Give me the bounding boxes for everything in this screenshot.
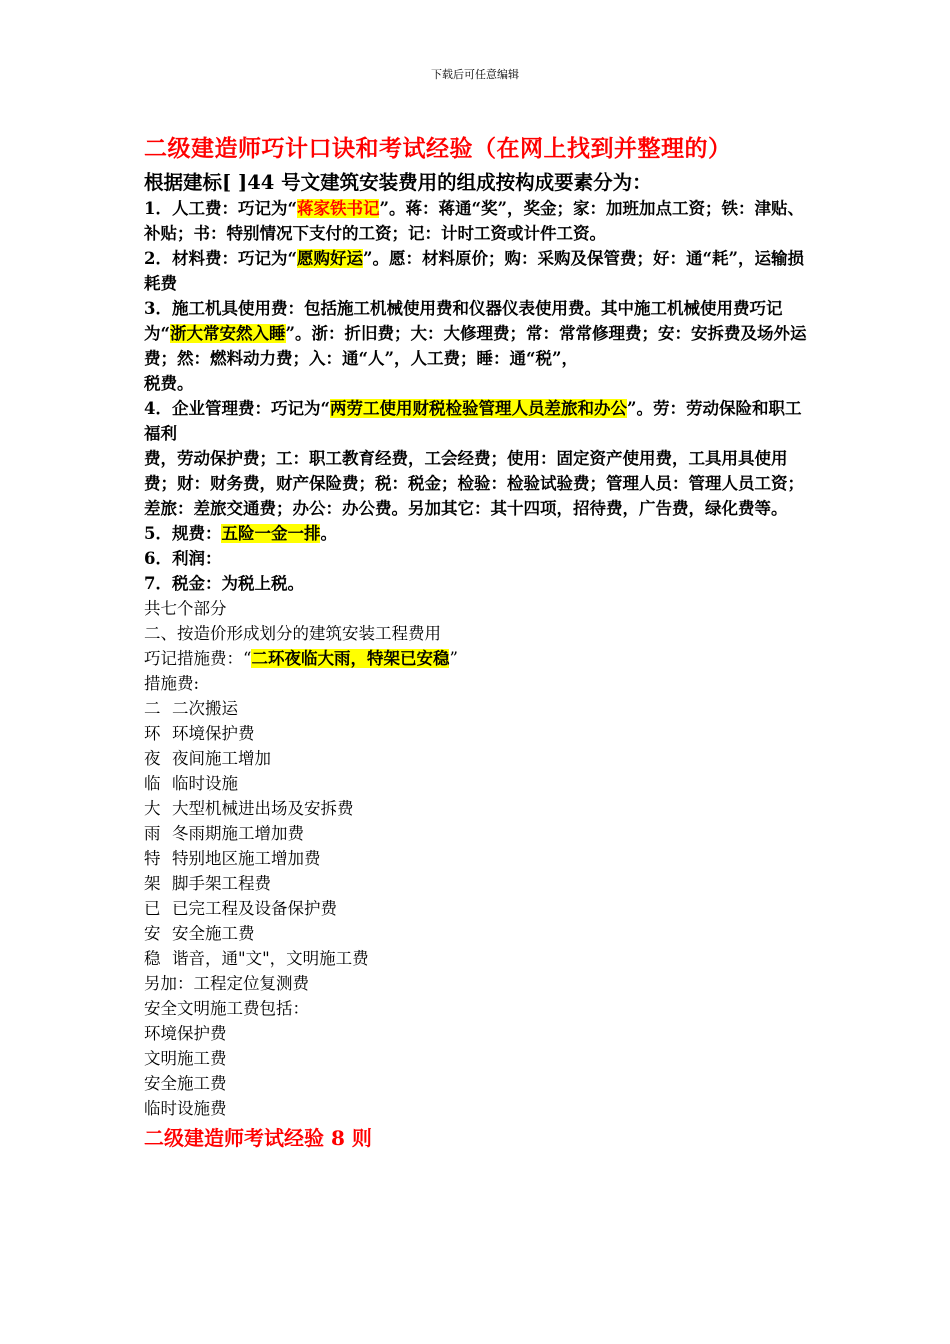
measure-item <box>144 946 808 971</box>
measure-item <box>144 721 808 746</box>
measure-item <box>144 871 808 896</box>
document-title: 二级建造师巧计口诀和考试经验（在网上找到并整理的） <box>144 135 732 162</box>
item-management-cost <box>144 396 808 446</box>
measure-key: 稳 <box>144 949 161 968</box>
item-labor-cost <box>144 196 808 221</box>
measure-key: 临 <box>144 774 161 793</box>
measure-item <box>144 821 808 846</box>
item-profit: 6．利润： <box>144 549 222 568</box>
item-text: 2．材料费：巧记为“ <box>144 249 297 268</box>
mnemonic-highlight: 五险一金一排 <box>221 524 321 543</box>
mnemonic-highlight: 浙大常安然入睡 <box>170 324 286 343</box>
item-text: 3．施工机具使用费：包括施工机械使用费和仪器仪表使用费。其中施工机械使用费巧记为“ <box>144 299 783 343</box>
measure-value: 已完工程及设备保护费 <box>172 899 337 918</box>
mnemonic-highlight: 愿购好运 <box>296 249 363 268</box>
measure-item <box>144 696 808 721</box>
measure-key: 夜 <box>144 749 161 768</box>
measure-key: 安 <box>144 924 161 943</box>
measure-key: 已 <box>144 899 161 918</box>
item-management-cost-continued: 费，劳动保护费；工：职工教育经费，工会经费；使用：固定资产使用费，工具用具使用费；财：财务费，财产保险费；税：税金；检验：检验试验费；管理人员：管理人员工资；差旅：差旅交通费；办公：办公费。另加其它：其十四项，招待费，广告费，绿化费等。 <box>144 449 804 518</box>
item-machinery-cost-continued: 税费。 <box>144 374 194 393</box>
safety-item: 临时设施费 <box>144 1099 227 1118</box>
measure-item <box>144 896 808 921</box>
measure-value: 安全施工费 <box>172 924 255 943</box>
item-text: 5．规费： <box>144 524 222 543</box>
measure-value: 冬雨期施工增加费 <box>172 824 304 843</box>
measures-list <box>144 696 808 971</box>
item-text: ”。浙：折旧费；大：大修理费；常：常常修理费；安：安拆费及场外运费；然：燃料动力费；入：通“人”，人工费；睡：通“税”， <box>144 324 807 368</box>
measures-label: 措施费: <box>144 674 200 693</box>
measure-key: 大 <box>144 799 161 818</box>
measure-value: 大型机械进出场及安拆费 <box>172 799 354 818</box>
measures-mnemonic <box>144 646 808 671</box>
measure-key: 雨 <box>144 824 161 843</box>
mnemonic-highlight: 两劳工使用财税检验管理人员差旅和办公 <box>329 399 627 418</box>
item-tax: 7．税金：为税上税。 <box>144 574 304 593</box>
measure-value: 谐音，通"文"，文明施工费 <box>172 949 369 968</box>
measure-item <box>144 796 808 821</box>
mnemonic-highlight: 二环夜临大雨，特架已安稳 <box>251 649 450 668</box>
safety-item: 环境保护费 <box>144 1024 227 1043</box>
document-body <box>144 132 808 1153</box>
item-text: 。 <box>320 524 337 543</box>
section-heading-exam-tips: 二级建造师考试经验 8 则 <box>144 1126 372 1150</box>
measure-key: 环 <box>144 724 161 743</box>
item-machinery-cost <box>144 296 808 371</box>
measure-value: 环境保护费 <box>172 724 255 743</box>
item-statutory-fees <box>144 521 808 546</box>
item-labor-cost-continued: 补贴；书：特别情况下支付的工资；记：计时工资或计件工资。 <box>144 224 606 243</box>
safety-item: 安全施工费 <box>144 1074 227 1093</box>
page-header: 下载后可任意编辑 <box>431 68 519 81</box>
item-material-cost <box>144 246 808 296</box>
safety-item: 文明施工费 <box>144 1049 227 1068</box>
measure-value: 二次搬运 <box>172 699 238 718</box>
total-parts: 共七个部分 <box>144 599 227 618</box>
measure-value: 特别地区施工增加费 <box>172 849 321 868</box>
measure-key: 特 <box>144 849 161 868</box>
intro-heading: 根据建标[ ]44 号文建筑安装费用的组成按构成要素分为： <box>144 171 652 194</box>
item-text: ”。劳：劳动保险和职工福利 <box>144 399 802 443</box>
safety-label: 安全文明施工费包括： <box>144 999 309 1018</box>
mnemonic-highlight: 蒋家铁书记 <box>296 199 380 218</box>
measure-key: 二 <box>144 699 161 718</box>
extra-item: 另加：工程定位复测费 <box>144 974 309 993</box>
measure-item <box>144 771 808 796</box>
measure-item <box>144 921 808 946</box>
item-text: 4．企业管理费：巧记为“ <box>144 399 330 418</box>
measure-value: 脚手架工程费 <box>172 874 271 893</box>
measure-value: 夜间施工增加 <box>172 749 271 768</box>
section-two-heading: 二、按造价形成划分的建筑安装工程费用 <box>144 624 441 643</box>
mnemonic-text: ” <box>449 649 458 668</box>
measure-key: 架 <box>144 874 161 893</box>
item-text: 1．人工费：巧记为“ <box>144 199 297 218</box>
measure-item <box>144 746 808 771</box>
measure-item <box>144 846 808 871</box>
item-text: ”。蒋：蒋通“奖”，奖金；家：加班加点工资；铁：津贴、 <box>379 199 804 218</box>
measure-value: 临时设施 <box>172 774 238 793</box>
mnemonic-text: 巧记措施费：“ <box>144 649 252 668</box>
item-text: ”。愿：材料原价；购：采购及保管费；好：通“耗”，运输损耗费 <box>144 249 804 293</box>
